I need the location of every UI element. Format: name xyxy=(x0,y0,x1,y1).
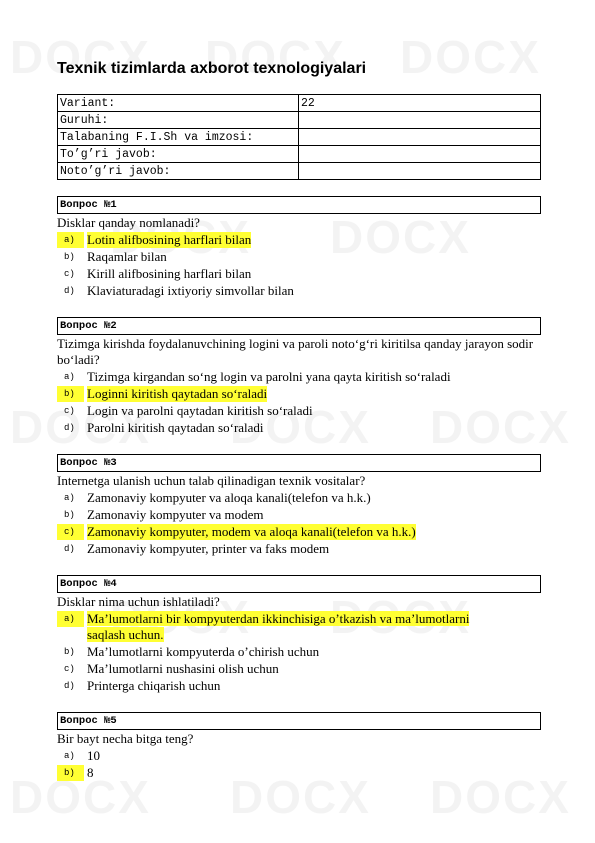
answer-text: 8 xyxy=(87,765,94,780)
answer-option[interactable] xyxy=(57,660,541,677)
answer-option[interactable] xyxy=(57,506,541,523)
info-row-variant xyxy=(58,95,541,112)
answer-text: Ma’lumotlarni bir kompyuterdan ikkinchisiga o’tkazish va ma’lumotlarni saqlash uchun. xyxy=(87,611,470,642)
question-header: Вопрос №1 xyxy=(57,196,541,214)
answer-text: Printerga chiqarish uchun xyxy=(87,678,221,693)
answer-option[interactable] xyxy=(57,489,541,506)
info-label: Noto’g’ri javob: xyxy=(58,163,299,180)
info-label: Guruhi: xyxy=(58,112,299,129)
question-text: Disklar nima uchun ishlatiladi? xyxy=(57,594,220,609)
answer-letter: d) xyxy=(64,544,75,554)
answer-option[interactable] xyxy=(57,402,541,419)
answer-letter: d) xyxy=(64,423,75,433)
answer-option[interactable] xyxy=(57,677,541,694)
answer-letter: a) xyxy=(57,611,84,627)
answer-option[interactable] xyxy=(57,747,541,764)
info-row-group xyxy=(58,112,541,129)
student-info-table xyxy=(57,94,541,180)
info-value xyxy=(299,146,541,163)
info-label: To’g’ri javob: xyxy=(58,146,299,163)
question-block-3 xyxy=(57,454,541,557)
question-text: Internetga ulanish uchun talab qilinadigan texnik vositalar? xyxy=(57,473,366,488)
answer-text: Raqamlar bilan xyxy=(87,249,167,264)
answer-text: Loginni kiritish qaytadan so‘raladi xyxy=(87,386,268,401)
answer-option[interactable] xyxy=(57,231,541,248)
question-text: Bir bayt necha bitga teng? xyxy=(57,731,194,746)
answer-text: Login va parolni qaytadan kiritish so‘raladi xyxy=(87,403,313,418)
answer-option[interactable] xyxy=(57,540,541,557)
info-label: Talabaning F.I.Sh va imzosi: xyxy=(58,129,299,146)
answer-letter: a) xyxy=(64,372,75,382)
info-row-student-name xyxy=(58,129,541,146)
question-block-4 xyxy=(57,575,541,694)
question-header: Вопрос №3 xyxy=(57,454,541,472)
answer-letter: a) xyxy=(64,493,75,503)
answer-letter: b) xyxy=(64,510,75,520)
answer-option[interactable] xyxy=(57,248,541,265)
answer-option[interactable] xyxy=(57,282,541,299)
answer-option[interactable] xyxy=(57,523,541,540)
answer-letter: c) xyxy=(64,269,75,279)
info-value xyxy=(299,129,541,146)
question-text: Disklar qanday nomlanadi? xyxy=(57,215,200,230)
question-header: Вопрос №5 xyxy=(57,712,541,730)
watermark-text xyxy=(400,30,541,84)
answer-text-wrap xyxy=(87,611,503,643)
answer-text: Zamonaviy kompyuter, printer va faks modem xyxy=(87,541,330,556)
answer-option[interactable] xyxy=(57,610,541,643)
answer-letter: a) xyxy=(64,751,75,761)
answer-option[interactable] xyxy=(57,368,541,385)
answer-option[interactable] xyxy=(57,385,541,402)
info-value xyxy=(299,163,541,180)
answer-letter: d) xyxy=(64,286,75,296)
document-title: Texnik tizimlarda axborot texnologiyalari xyxy=(57,60,367,77)
answer-letter: c) xyxy=(64,664,75,674)
info-label: Variant: xyxy=(58,95,299,112)
question-block-2 xyxy=(57,317,541,436)
answer-option[interactable] xyxy=(57,419,541,436)
answer-letter: b) xyxy=(57,765,84,781)
answer-text: Zamonaviy kompyuter va modem xyxy=(87,507,264,522)
answer-letter: d) xyxy=(64,681,75,691)
answer-letter: b) xyxy=(64,252,75,262)
answer-text: Tizimga kirgandan so‘ng login va parolni yana qayta kiritish so‘raladi xyxy=(87,369,451,384)
answer-letter: c) xyxy=(57,524,84,540)
info-value xyxy=(299,112,541,129)
answer-letter: a) xyxy=(57,232,84,248)
answer-text: Klaviaturadagi ixtiyoriy simvollar bilan xyxy=(87,283,294,298)
info-row-correct-count xyxy=(58,146,541,163)
info-value: 22 xyxy=(299,95,541,112)
answer-text: Lotin alifbosining harflari bilan xyxy=(87,232,252,247)
answer-text: Parolni kiritish qaytadan so‘raladi xyxy=(87,420,264,435)
question-text: Tizimga kirishda foydalanuvchining logini va paroli noto‘g‘ri kiritilsa qanday jarayon sodir bo‘ladi? xyxy=(57,336,534,367)
question-header: Вопрос №4 xyxy=(57,575,541,593)
answer-letter: b) xyxy=(64,647,75,657)
question-block-1 xyxy=(57,196,541,299)
answer-text: Ma’lumotlarni kompyuterda o’chirish uchun xyxy=(87,644,320,659)
answer-text: Zamonaviy kompyuter va aloqa kanali(telefon va h.k.) xyxy=(87,490,371,505)
answer-text: Kirill alifbosining harflari bilan xyxy=(87,266,252,281)
info-row-wrong-count xyxy=(58,163,541,180)
answer-letter: b) xyxy=(57,386,84,402)
answer-text: Zamonaviy kompyuter, modem va aloqa kanali(telefon va h.k.) xyxy=(87,524,416,539)
answer-letter: c) xyxy=(64,406,75,416)
question-block-5 xyxy=(57,712,541,781)
answer-option[interactable] xyxy=(57,764,541,781)
answer-option[interactable] xyxy=(57,643,541,660)
answer-option[interactable] xyxy=(57,265,541,282)
answer-text: Ma’lumotlarni nushasini olish uchun xyxy=(87,661,279,676)
question-header: Вопрос №2 xyxy=(57,317,541,335)
answer-text: 10 xyxy=(87,748,100,763)
